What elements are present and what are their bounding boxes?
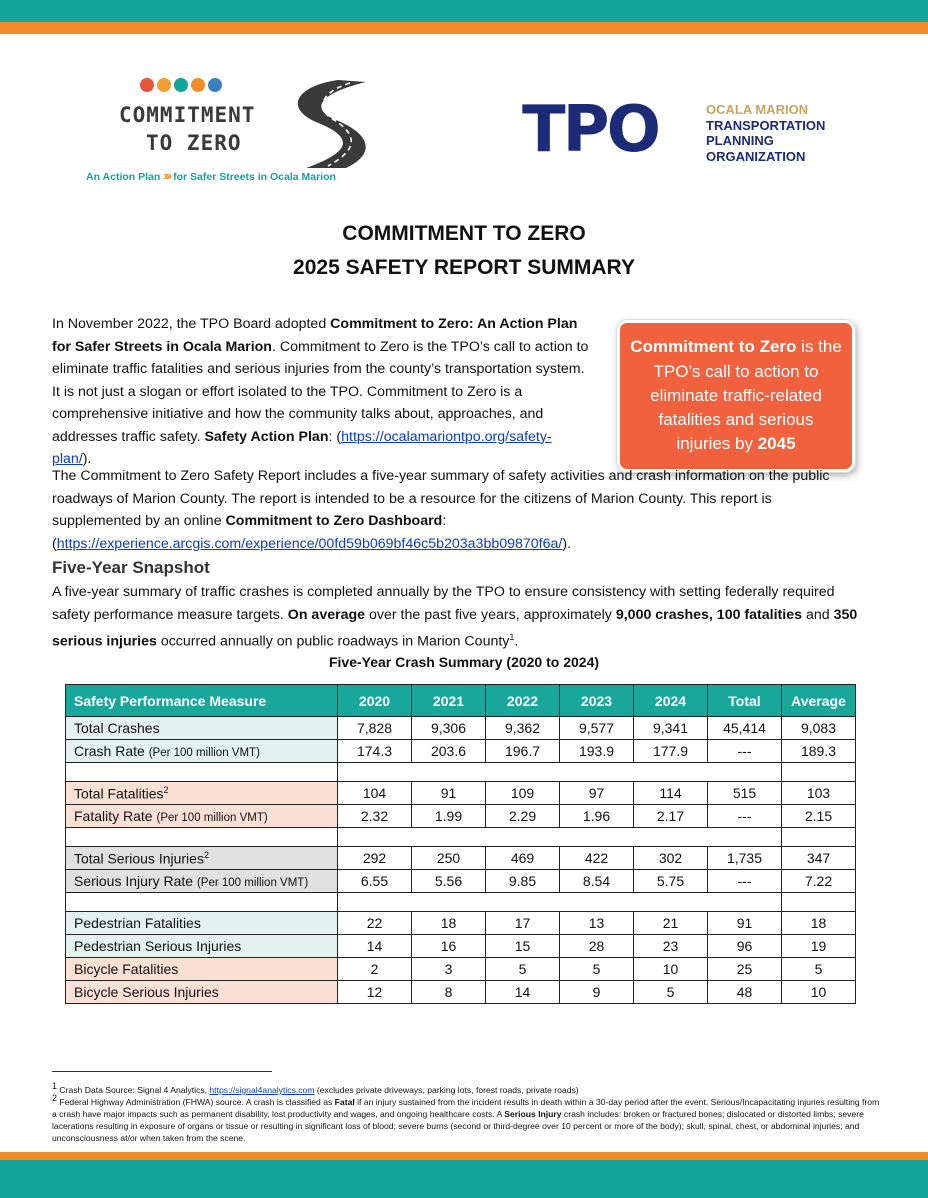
table-row xyxy=(66,935,856,958)
cell-2021: 9,306 xyxy=(412,717,486,740)
cell-2022: 2.29 xyxy=(486,805,560,828)
cell-2020: 292 xyxy=(338,847,412,870)
cell-2024: 302 xyxy=(634,847,708,870)
cell-average: 19 xyxy=(782,935,856,958)
table-row xyxy=(66,740,856,763)
row-label: Total Serious Injuries$^2$ xyxy=(66,847,338,870)
cell-2023: 9,577 xyxy=(560,717,634,740)
cell-average: 347 xyxy=(782,847,856,870)
cell-2020: 12 xyxy=(338,981,412,1004)
table-row xyxy=(66,847,856,870)
tpo-logo xyxy=(522,93,852,167)
cell-2022: 469 xyxy=(486,847,560,870)
signal4-link[interactable]: https://signal4analytics.com xyxy=(209,1084,315,1095)
table-row xyxy=(66,958,856,981)
commitment-callout: Commitment to Zero is the TPO’s call to action to eliminate traffic-related fatalities and serious injuries by 2045 xyxy=(617,320,855,472)
top-teal-band xyxy=(0,0,928,22)
cell-2020: 22 xyxy=(338,912,412,935)
snapshot-heading: Five-Year Snapshot xyxy=(52,558,210,577)
cell-total: 25 xyxy=(708,958,782,981)
cell-average: 18 xyxy=(782,912,856,935)
row-label: Total Fatalities$^2$ xyxy=(66,782,338,805)
cell-2021: 18 xyxy=(412,912,486,935)
cell-total: --- xyxy=(708,740,782,763)
cell-2020: 104 xyxy=(338,782,412,805)
cell-2021: 5.56 xyxy=(412,870,486,893)
cell-2022: 14 xyxy=(486,981,560,1004)
cell-2022: 109 xyxy=(486,782,560,805)
cell-2023: 13 xyxy=(560,912,634,935)
intro-paragraph: In November 2022, the TPO Board adopted Commitment to Zero: An Action Plan for Safer Streets in Ocala Marion. Commitment to Zero is the TPO’s call to action to eliminate traffic fatalities and serious injuries from the county’s transportation system. It is not just a slogan or effort isolated to the TPO. Commitment to Zero is a comprehensive initiative and how the community talks about, approaches, and addresses traffic safety. Safety Action Plan: (https://ocalamariontpo.org/safety-plan/). xyxy=(52,316,589,467)
cell-2022: 9,362 xyxy=(486,717,560,740)
cell-2021: 203.6 xyxy=(412,740,486,763)
table-header-row xyxy=(66,685,856,717)
table-row xyxy=(66,805,856,828)
cell-2023: 422 xyxy=(560,847,634,870)
car-icon xyxy=(140,78,154,92)
cell-2021: 3 xyxy=(412,958,486,981)
logo-tagline: An Action Plan ››› for Safer Streets in Ocala Marion xyxy=(86,168,336,183)
spacer-row xyxy=(66,763,856,782)
cell-2023: 5 xyxy=(560,958,634,981)
cell-total: 45,414 xyxy=(708,717,782,740)
page-title-line1: COMMITMENT TO ZERO xyxy=(342,222,586,245)
commitment-to-zero-logo xyxy=(86,78,386,188)
cell-2020: 174.3 xyxy=(338,740,412,763)
table-row xyxy=(66,912,856,935)
cell-2024: 5.75 xyxy=(634,870,708,893)
mode-icons xyxy=(140,78,222,92)
logo-word-commitment: COMMITMENT xyxy=(119,103,256,127)
cell-2020: 14 xyxy=(338,935,412,958)
row-label: Bicycle Serious Injuries xyxy=(66,981,338,1004)
cell-2021: 8 xyxy=(412,981,486,1004)
table-row xyxy=(66,870,856,893)
cell-2021: 91 xyxy=(412,782,486,805)
cell-2023: 1.96 xyxy=(560,805,634,828)
crash-summary-table xyxy=(65,684,856,1004)
tpo-mark: TPO xyxy=(522,93,658,167)
header-2024: 2024 xyxy=(634,685,708,717)
cell-2023: 28 xyxy=(560,935,634,958)
header-2023: 2023 xyxy=(560,685,634,717)
cell-2024: 114 xyxy=(634,782,708,805)
cell-total: 1,735 xyxy=(708,847,782,870)
table-row xyxy=(66,717,856,740)
dashboard-link[interactable]: https://experience.arcgis.com/experience/00fd59b069bf46c5b203a3bb09870f6a/ xyxy=(56,535,563,552)
cell-2023: 97 xyxy=(560,782,634,805)
footnote-1: $^1$ Crash Data Source: Signal 4 Analytics, https://signal4analytics.com (excludes private driveways, parking lots, forest roads, private roads) xyxy=(52,1081,579,1095)
cell-2023: 193.9 xyxy=(560,740,634,763)
table-row xyxy=(66,981,856,1004)
top-orange-band xyxy=(0,22,928,34)
footnote-2: $^2$ Federal Highway Administration (FHWA) source. A crash is classified as Fatal if an injury sustained from the incident results in death within a 30-day period after the event. Serious/Incapacitating injuries resulting from a crash have major impacts such as permanent disability, lost productivity and wages, and ongoing healthcare costs. A Serious Injury crash includes: broken or fractured bones; dislocated or distorted limbs; severe lacerations resulting in exposure of organs or tissue or resulting in significant loss of blood; severe burns (second or third-degree over 10 percent or more of the body); skull, spinal, chest, or abdominal injuries; and unconsciousness at/or when taken from the scene. xyxy=(52,1093,880,1144)
snapshot-paragraph: A five-year summary of traffic crashes is completed annually by the TPO to ensure consistency with setting federally required safety performance measure targets. On average over the past five years, approximately 9,000 crashes, 100 fatalities and 350 serious injuries occurred annually on public roadways in Marion County$^1$. xyxy=(52,584,858,650)
header-total: Total xyxy=(708,685,782,717)
cell-2023: 8.54 xyxy=(560,870,634,893)
header-2022: 2022 xyxy=(486,685,560,717)
cell-average: 5 xyxy=(782,958,856,981)
cell-2024: 10 xyxy=(634,958,708,981)
page-title-line2: 2025 SAFETY REPORT SUMMARY xyxy=(293,256,635,279)
cell-2022: 9.85 xyxy=(486,870,560,893)
row-label: Serious Injury Rate (Per 100 million VMT) xyxy=(66,870,338,893)
cell-total: 515 xyxy=(708,782,782,805)
cell-2024: 2.17 xyxy=(634,805,708,828)
road-icon xyxy=(276,78,376,170)
row-label: Pedestrian Fatalities xyxy=(66,912,338,935)
safety-plan-link[interactable]: https://ocalamariontpo.org/safety-plan/ xyxy=(52,428,552,467)
cell-2024: 5 xyxy=(634,981,708,1004)
cell-2021: 250 xyxy=(412,847,486,870)
logo-word-to-zero: TO ZERO xyxy=(146,131,242,155)
cell-2024: 23 xyxy=(634,935,708,958)
row-label: Pedestrian Serious Injuries xyxy=(66,935,338,958)
pedestrian-icon xyxy=(174,78,188,92)
cell-2020: 7,828 xyxy=(338,717,412,740)
cell-average: 189.3 xyxy=(782,740,856,763)
row-label: Total Crashes xyxy=(66,717,338,740)
cell-total: --- xyxy=(708,805,782,828)
tpo-org-name: OCALA MARION TRANSPORTATION PLANNING ORGANIZATION xyxy=(706,102,826,164)
wheelchair-icon xyxy=(208,78,222,92)
cell-2022: 5 xyxy=(486,958,560,981)
cell-average: 9,083 xyxy=(782,717,856,740)
cell-2022: 15 xyxy=(486,935,560,958)
footnote-divider xyxy=(52,1071,272,1072)
table-title: Five-Year Crash Summary (2020 to 2024) xyxy=(328,654,600,670)
cell-2024: 21 xyxy=(634,912,708,935)
row-label: Fatality Rate (Per 100 million VMT) xyxy=(66,805,338,828)
cell-average: 103 xyxy=(782,782,856,805)
table-row xyxy=(66,782,856,805)
bus-icon xyxy=(157,78,171,92)
cell-2023: 9 xyxy=(560,981,634,1004)
cell-average: 10 xyxy=(782,981,856,1004)
row-label: Bicycle Fatalities xyxy=(66,958,338,981)
bicycle-icon xyxy=(191,78,205,92)
cell-2022: 196.7 xyxy=(486,740,560,763)
bottom-teal-band xyxy=(0,1160,928,1198)
cell-total: 96 xyxy=(708,935,782,958)
cell-total: --- xyxy=(708,870,782,893)
spacer-row xyxy=(66,893,856,912)
cell-2020: 6.55 xyxy=(338,870,412,893)
cell-average: 2.15 xyxy=(782,805,856,828)
cell-2021: 1.99 xyxy=(412,805,486,828)
row-label: Crash Rate (Per 100 million VMT) xyxy=(66,740,338,763)
header-2020: 2020 xyxy=(338,685,412,717)
header-average: Average xyxy=(782,685,856,717)
report-paragraph: The Commitment to Zero Safety Report includes a five-year summary of safety activities and crash information on the public roadways of Marion County. The report is intended to be a resource for the citizens of Marion County. This report is supplemented by an online Commitment to Zero Dashboard: (https://experience.arcgis.com/experience/00fd59b069bf46c5b203a3bb09870f6a/). xyxy=(52,468,830,552)
header-2021: 2021 xyxy=(412,685,486,717)
cell-2020: 2 xyxy=(338,958,412,981)
cell-total: 48 xyxy=(708,981,782,1004)
cell-2020: 2.32 xyxy=(338,805,412,828)
bottom-orange-band xyxy=(0,1152,928,1160)
cell-2024: 9,341 xyxy=(634,717,708,740)
spacer-row xyxy=(66,828,856,847)
header-measure: Safety Performance Measure xyxy=(66,685,338,717)
cell-2024: 177.9 xyxy=(634,740,708,763)
cell-total: 91 xyxy=(708,912,782,935)
cell-average: 7.22 xyxy=(782,870,856,893)
cell-2021: 16 xyxy=(412,935,486,958)
cell-2022: 17 xyxy=(486,912,560,935)
